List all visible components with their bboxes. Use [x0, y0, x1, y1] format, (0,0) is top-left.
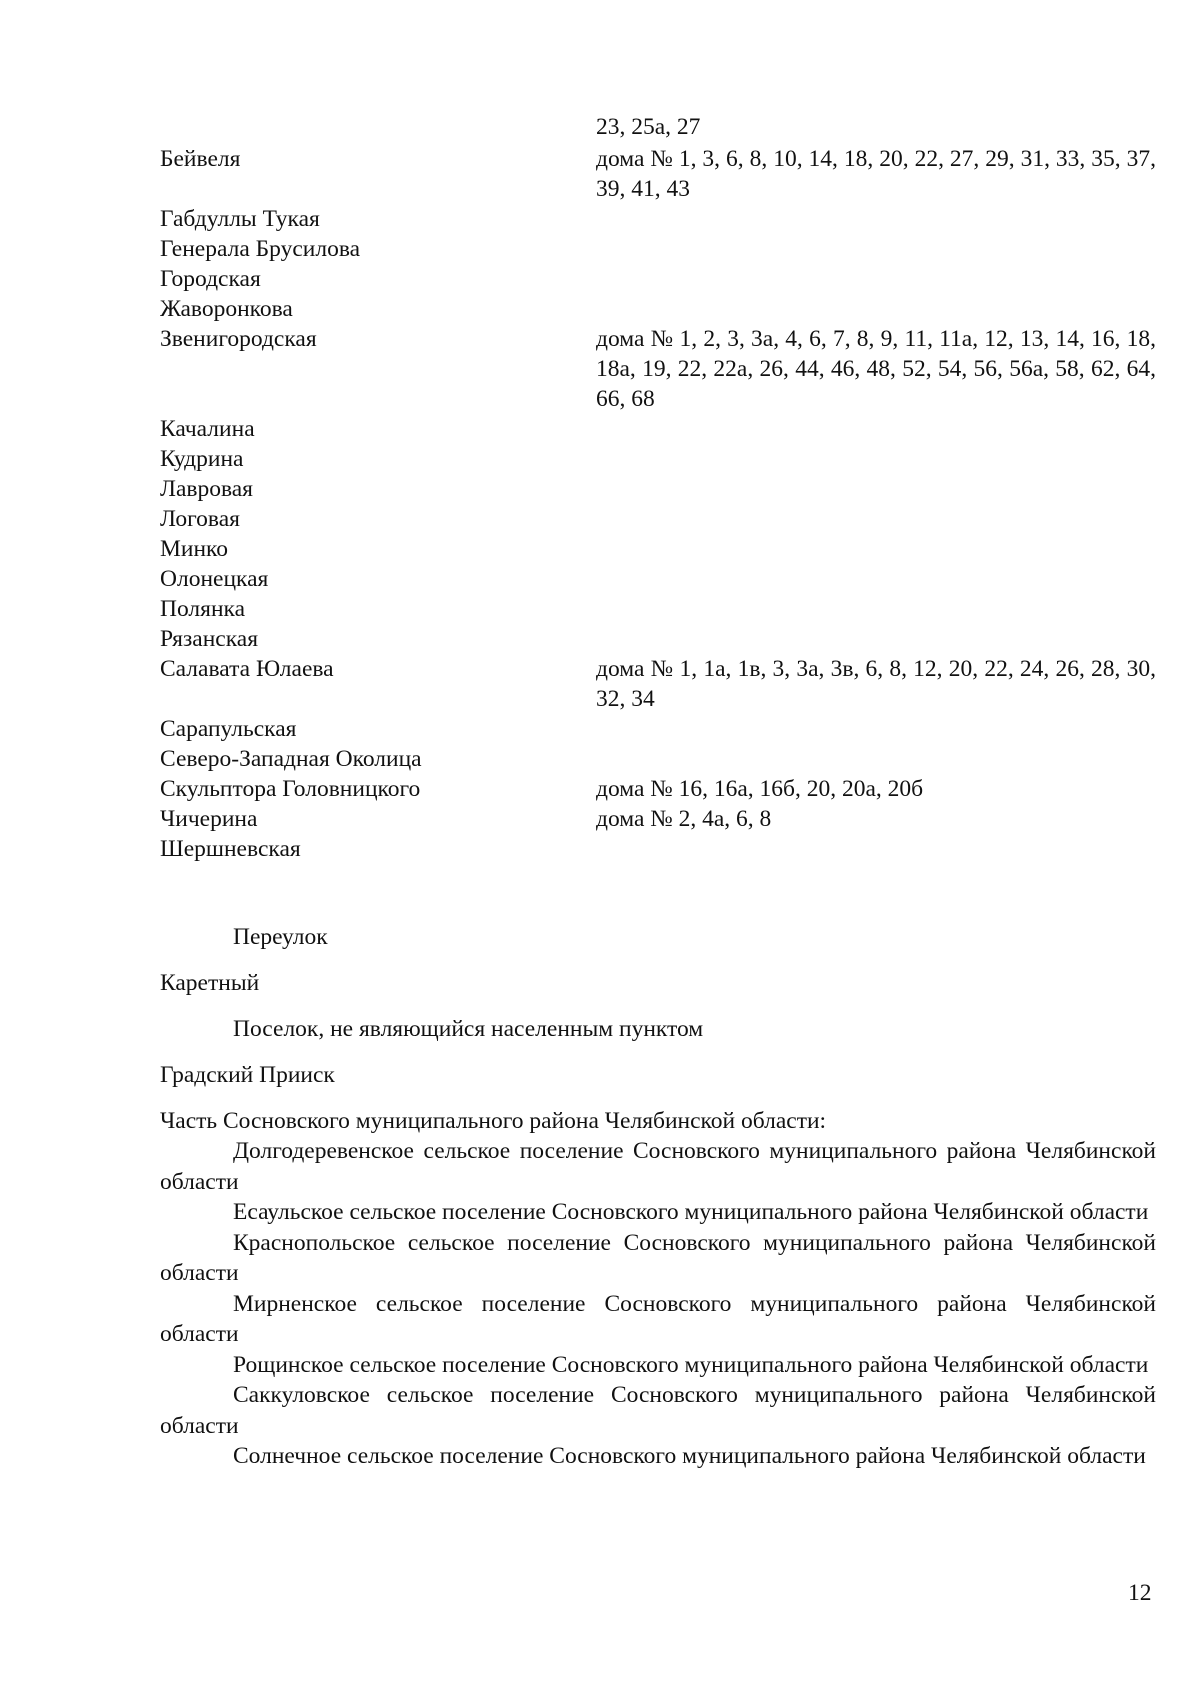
street-name: Генерала Брусилова: [160, 236, 361, 262]
house-numbers: [596, 294, 1156, 324]
street-name: Логовая: [160, 506, 240, 532]
district-item: Есаульское сельское поселение Сосновского муниципального района Челябинской области: [233, 1199, 1149, 1225]
street-row: [160, 414, 1156, 444]
house-numbers: [596, 234, 1156, 264]
district-item: Долгодеревенское сельское поселение Сосновского муниципального района Челябинской области: [160, 1138, 1156, 1195]
street-row: [160, 504, 1156, 534]
house-numbers: дома № 1, 2, 3, 3а, 4, 6, 7, 8, 9, 11, 11а, 12, 13, 14, 16, 18, 18а, 19, 22, 22а, 26, 44, 46, 48, 52, 54, 56, 56а, 58, 62, 64, 66, 68: [596, 326, 1156, 412]
street-row: [160, 564, 1156, 594]
street-row: [160, 294, 1156, 324]
street-row: [160, 324, 1156, 414]
settlement-heading: Поселок, не являющийся населенным пунктом: [233, 1016, 704, 1042]
lower-section: [160, 922, 1156, 1472]
street-row: [160, 744, 1156, 774]
street-name: Северо-Западная Околица: [160, 746, 422, 772]
house-numbers: [596, 624, 1156, 654]
page-number: 12: [1128, 1580, 1152, 1606]
street-row: [160, 444, 1156, 474]
street-row: [160, 204, 1156, 234]
street-name: Габдуллы Тукая: [160, 206, 320, 232]
house-numbers: [596, 264, 1156, 294]
street-row: [160, 624, 1156, 654]
house-numbers: дома № 2, 4а, 6, 8: [596, 806, 772, 832]
street-row: [160, 834, 1156, 864]
house-numbers: [596, 504, 1156, 534]
district-heading: Часть Сосновского муниципального района Челябинской области:: [160, 1108, 827, 1134]
district-item: Солнечное сельское поселение Сосновского муниципального района Челябинской области: [233, 1443, 1146, 1469]
street-row: [160, 534, 1156, 564]
district-item: Рощинское сельское поселение Сосновского муниципального района Челябинской области: [233, 1351, 1149, 1378]
street-row: [160, 264, 1156, 294]
street-name: Олонецкая: [160, 566, 269, 592]
street-name: Жаворонкова: [160, 296, 293, 322]
street-row: [160, 774, 1156, 804]
street-row: [160, 804, 1156, 834]
continuation-line: 23, 25а, 27: [596, 114, 701, 140]
street-row: [160, 144, 1156, 204]
street-name: Рязанская: [160, 626, 259, 652]
street-name: Скульптора Головницкого: [160, 776, 421, 802]
house-numbers: [596, 744, 1156, 774]
district-item: Краснопольское сельское поселение Сосновского муниципального района Челябинской области: [160, 1229, 1156, 1286]
lane-name: Каретный: [160, 970, 260, 996]
settlement-name: Градский Прииск: [160, 1062, 335, 1088]
street-name: Городская: [160, 266, 261, 292]
house-numbers: дома № 1, 3, 6, 8, 10, 14, 18, 20, 22, 27, 29, 31, 33, 35, 37, 39, 41, 43: [596, 146, 1156, 202]
house-numbers: [596, 474, 1156, 504]
lane-heading: Переулок: [233, 924, 328, 950]
house-numbers: [596, 564, 1156, 594]
street-name: Лавровая: [160, 476, 253, 502]
street-row: [160, 654, 1156, 714]
street-name: Минко: [160, 536, 229, 562]
street-name: Шершневская: [160, 836, 301, 862]
street-name: Сарапульская: [160, 716, 297, 742]
house-numbers: [596, 444, 1156, 474]
street-name: Чичерина: [160, 806, 258, 832]
street-name: Бейвеля: [160, 146, 241, 172]
street-row: [160, 234, 1156, 264]
street-name: Звенигородская: [160, 326, 317, 352]
district-item: Саккуловское сельское поселение Сосновского муниципального района Челябинской области: [160, 1382, 1156, 1439]
house-numbers: дома № 1, 1а, 1в, 3, 3а, 3в, 6, 8, 12, 20, 22, 24, 26, 28, 30, 32, 34: [596, 656, 1156, 712]
street-row: [160, 474, 1156, 504]
house-numbers: [596, 204, 1156, 234]
street-name: Салавата Юлаева: [160, 656, 334, 682]
street-list: [160, 144, 1156, 864]
street-name: Качалина: [160, 416, 255, 442]
house-numbers: [596, 414, 1156, 444]
street-name: Полянка: [160, 596, 246, 622]
house-numbers: [596, 534, 1156, 564]
district-item: Мирненское сельское поселение Сосновского муниципального района Челябинской области: [160, 1290, 1156, 1347]
street-row: [160, 714, 1156, 744]
street-name: Кудрина: [160, 446, 244, 472]
house-numbers: [596, 714, 1156, 744]
house-numbers: [596, 834, 1156, 864]
house-numbers: дома № 16, 16а, 16б, 20, 20а, 20б: [596, 776, 924, 802]
house-numbers: [596, 594, 1156, 624]
street-row: [160, 594, 1156, 624]
